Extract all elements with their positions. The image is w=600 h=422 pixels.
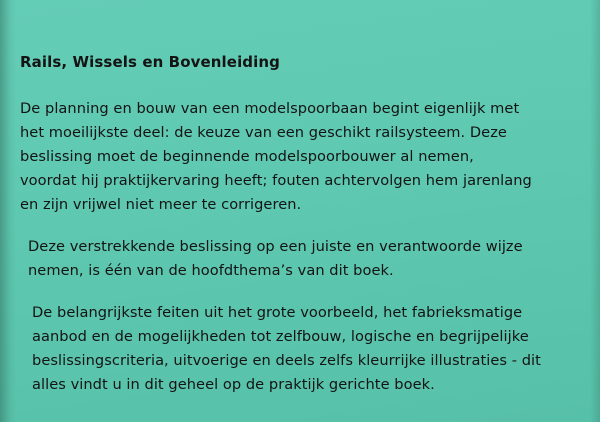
paragraph-line: en zijn vrijwel niet meer te corrigeren. xyxy=(20,196,302,213)
paragraph-line: aanbod en de mogelijkheden tot zelfbouw, logische en begrijpelijke xyxy=(32,328,529,345)
paragraph-line: beslissing moet de beginnende modelspoorbouwer al nemen, xyxy=(20,148,474,165)
paragraph-line: Deze verstrekkende beslissing op een juiste en verantwoorde wijze xyxy=(28,238,523,255)
paragraph-line: voordat hij praktijkervaring heeft; fouten achtervolgen hem jarenlang xyxy=(20,172,532,189)
paragraph-line: nemen, is één van de hoofdthema’s van dit boek. xyxy=(28,262,394,279)
page-right-shadow xyxy=(590,0,600,422)
page-edge-shadow xyxy=(0,0,16,422)
paragraph-line: alles vindt u in dit geheel op de praktijk gerichte boek. xyxy=(32,376,435,393)
paragraph-line: het moeilijkste deel: de keuze van een geschikt railsysteem. Deze xyxy=(20,124,507,141)
book-blurb xyxy=(20,52,588,397)
paragraph-line: beslissingscriteria, uitvoerige en deels zelfs kleurrijke illustraties - dit xyxy=(32,352,541,369)
paragraph-line: De planning en bouw van een modelspoorbaan begint eigenlijk met xyxy=(20,100,520,117)
paragraph-line: De belangrijkste feiten uit het grote voorbeeld, het fabrieksmatige xyxy=(32,304,523,321)
paragraph-2 xyxy=(20,235,588,283)
section-heading: Rails, Wissels en Bovenleiding xyxy=(20,53,281,71)
paragraph-1 xyxy=(20,97,588,217)
paragraph-3 xyxy=(20,301,588,397)
